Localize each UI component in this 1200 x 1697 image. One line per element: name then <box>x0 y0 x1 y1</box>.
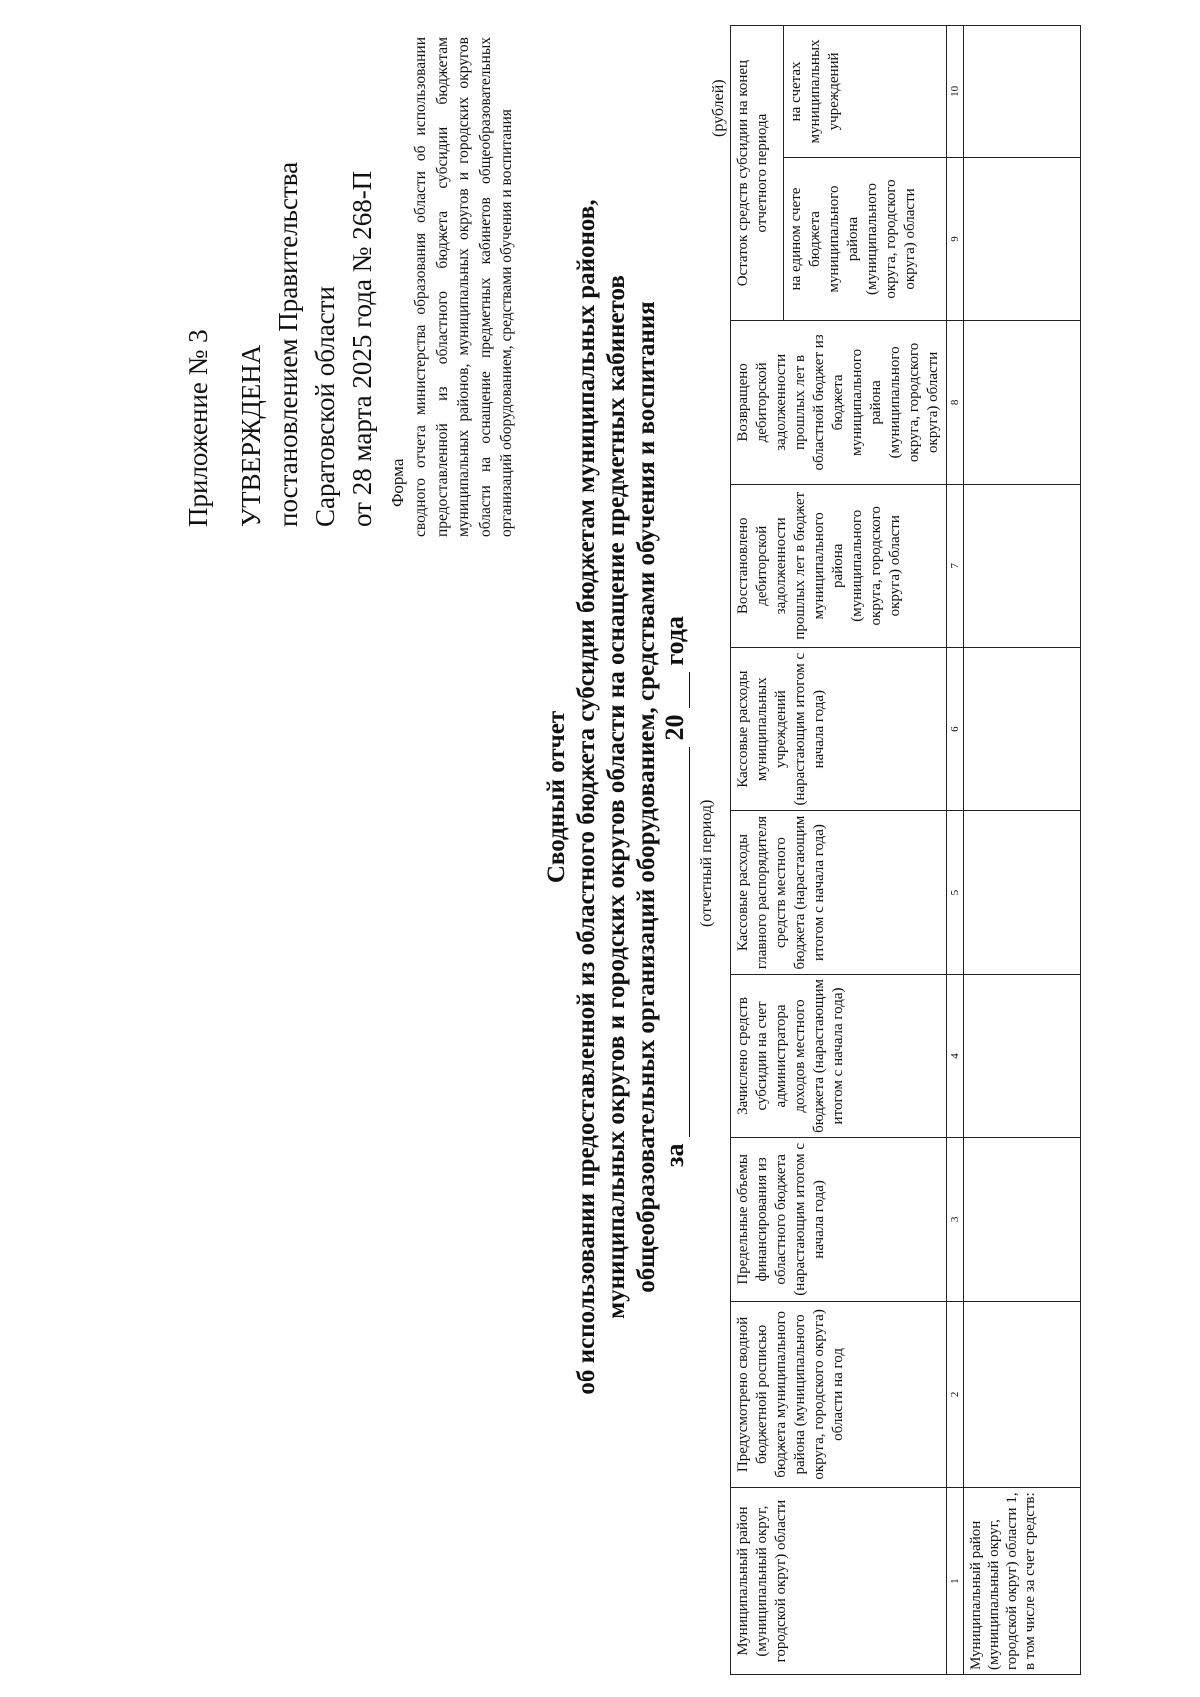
header-col-5: Кассовые расходы главного распорядителя средств местного бюджета (нарастающим итогом с начала года) <box>731 811 947 974</box>
table-cell[interactable] <box>964 484 1081 647</box>
approval-line-3: от 28 марта 2025 года № 268-П <box>347 170 377 527</box>
report-title-line-2: муниципальных округов и городских округов области на оснащение предметных кабинетов <box>603 275 630 1319</box>
table-cell[interactable] <box>964 26 1081 158</box>
header-col-3: Предельные объемы финансирования из областного бюджета (нарастающим итогом с начала года) <box>731 1138 947 1301</box>
column-number: 6 <box>947 647 964 810</box>
table-cell[interactable] <box>964 321 1081 484</box>
column-number: 2 <box>947 1301 964 1488</box>
approval-line-1: постановлением Правительства <box>273 161 303 527</box>
header-col-4: Зачислено средств субсидии на счет администратора доходов местного бюджета (нарастающим итогом с начала года) <box>731 974 947 1137</box>
header-col-10: на счетах муниципальных учреждений <box>783 26 946 158</box>
period-year: 20 <box>660 714 689 741</box>
table-cell[interactable] <box>964 1301 1081 1488</box>
form-description: сводного отчета министерства образования области об использовании предоставленной из областного бюджета субсидии бюджетам муниципальных районов, муниципальных округов и городских округов области на оснащение предметных кабинетов общеобразовательных организаций оборудованием, средствами обучения и воспитания <box>412 37 515 537</box>
year-blank-field[interactable] <box>689 672 690 708</box>
report-title-line-3: общеобразовательных организаций оборудованием, средствами обучения и воспитания <box>633 301 660 1293</box>
unit-label: (рублей) <box>710 79 727 137</box>
column-number: 3 <box>947 1138 964 1301</box>
annex-number: Приложение № 3 <box>183 329 213 527</box>
period-suffix: года <box>660 615 689 666</box>
period-caption: (отчетный период) <box>698 799 715 927</box>
approval-line-2: Саратовской области <box>310 286 340 527</box>
header-col-9: на едином счете бюджета муниципального района (муниципального округа, городского округа) области <box>783 157 946 320</box>
report-table <box>730 25 1081 1675</box>
table-cell[interactable] <box>964 647 1081 810</box>
header-remainder: Остаток средств субсидии на конец отчетного периода <box>731 26 784 321</box>
header-col-6: Кассовые расходы муниципальных учреждений (нарастающим итогом с начала года) <box>731 647 947 810</box>
header-col-1: Муниципальный район (муниципальный округ, городской округ) области <box>731 1488 947 1675</box>
header-row <box>731 26 784 1675</box>
column-number: 1 <box>947 1488 964 1675</box>
report-title <box>542 0 662 1597</box>
report-title-main: Сводный отчет <box>543 710 570 884</box>
table-cell[interactable] <box>964 811 1081 974</box>
header-col-7: Восстановлено дебиторской задолженности прошлых лет в бюджет муниципального района (муниципального округа, городского округа) области <box>731 484 947 647</box>
table-cell[interactable] <box>964 974 1081 1137</box>
approved-stamp-text: УТВЕРЖДЕНА <box>236 344 266 527</box>
period-blank-field[interactable] <box>689 747 690 1137</box>
column-number: 7 <box>947 484 964 647</box>
period-line <box>660 616 690 1167</box>
table-row <box>964 26 1081 1675</box>
header-col-8: Возвращено дебиторской задолженности прошлых лет в областной бюджет из бюджета муниципального района (муниципального округа, городского округа) области <box>731 321 947 484</box>
report-title-line-1: об использовании предоставленной из областного бюджета субсидии бюджетам муниципальных районов, <box>573 199 600 1395</box>
approval-block <box>180 47 381 527</box>
table-cell[interactable] <box>964 1138 1081 1301</box>
table-cell[interactable] <box>964 157 1081 320</box>
column-number: 5 <box>947 811 964 974</box>
column-number: 10 <box>947 26 964 158</box>
form-label: Форма <box>388 458 407 507</box>
column-number: 8 <box>947 321 964 484</box>
column-number: 9 <box>947 157 964 320</box>
period-prefix: за <box>660 1143 689 1167</box>
column-number-row <box>947 26 964 1675</box>
column-number: 4 <box>947 974 964 1137</box>
row-label: Муниципальный район (муниципальный округ, городской округ) области 1, в том числе за счет средств: <box>964 1488 1081 1675</box>
header-col-2: Предусмотрено сводной бюджетной росписью бюджета муниципального района (муниципального округа, городского округа) области на год <box>731 1301 947 1488</box>
